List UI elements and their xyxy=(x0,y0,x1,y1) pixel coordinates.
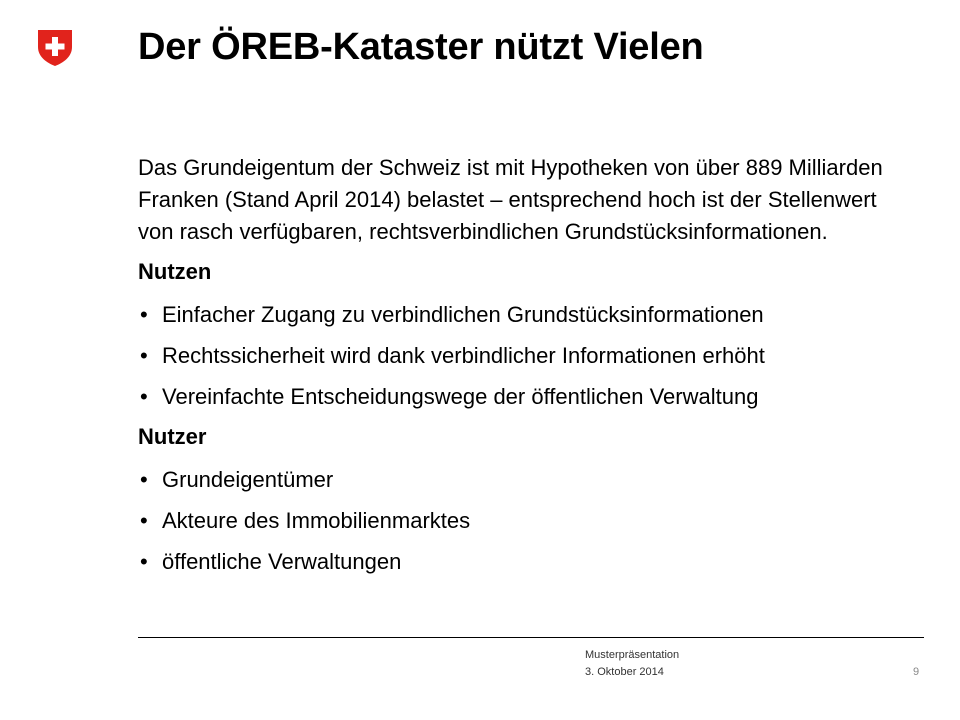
nutzen-list-item: • Vereinfachte Entscheidungswege der öffentlichen Verwaltung xyxy=(138,383,938,411)
nutzen-list-item: • Rechtssicherheit wird dank verbindlicher Informationen erhöht xyxy=(138,342,938,370)
slide-content xyxy=(138,152,938,576)
nutzer-list-item: • Akteure des Immobilienmarktes xyxy=(138,507,938,535)
footer-date: 3. Oktober 2014 xyxy=(585,666,664,678)
footer-presentation-name: Musterpräsentation xyxy=(585,649,680,661)
nutzer-heading: Nutzer xyxy=(138,424,207,449)
nutzen-list xyxy=(138,301,938,411)
footer-divider xyxy=(138,637,924,638)
swiss-coat-of-arms-icon xyxy=(38,30,72,66)
nutzer-list-item: • Grundeigentümer xyxy=(138,466,938,494)
page-number: 9 xyxy=(913,666,920,678)
intro-paragraph: Das Grundeigentum der Schweiz ist mit Hypotheken von über 889 Milliarden Franken (Stand April 2014) belastet – entsprechend hoch ist der Stellenwert von rasch verfügbaren, rechtsverbindlichen Grundstücksinformationen. xyxy=(138,155,883,244)
nutzer-list xyxy=(138,466,938,576)
nutzen-heading: Nutzen xyxy=(138,259,212,284)
logo-cross-horizontal xyxy=(46,44,65,50)
nutzen-list-item: • Einfacher Zugang zu verbindlichen Grundstücksinformationen xyxy=(138,301,938,329)
nutzer-list-item: • öffentliche Verwaltungen xyxy=(138,548,938,576)
slide-title: Der ÖREB-Kataster nützt Vielen xyxy=(138,26,704,68)
